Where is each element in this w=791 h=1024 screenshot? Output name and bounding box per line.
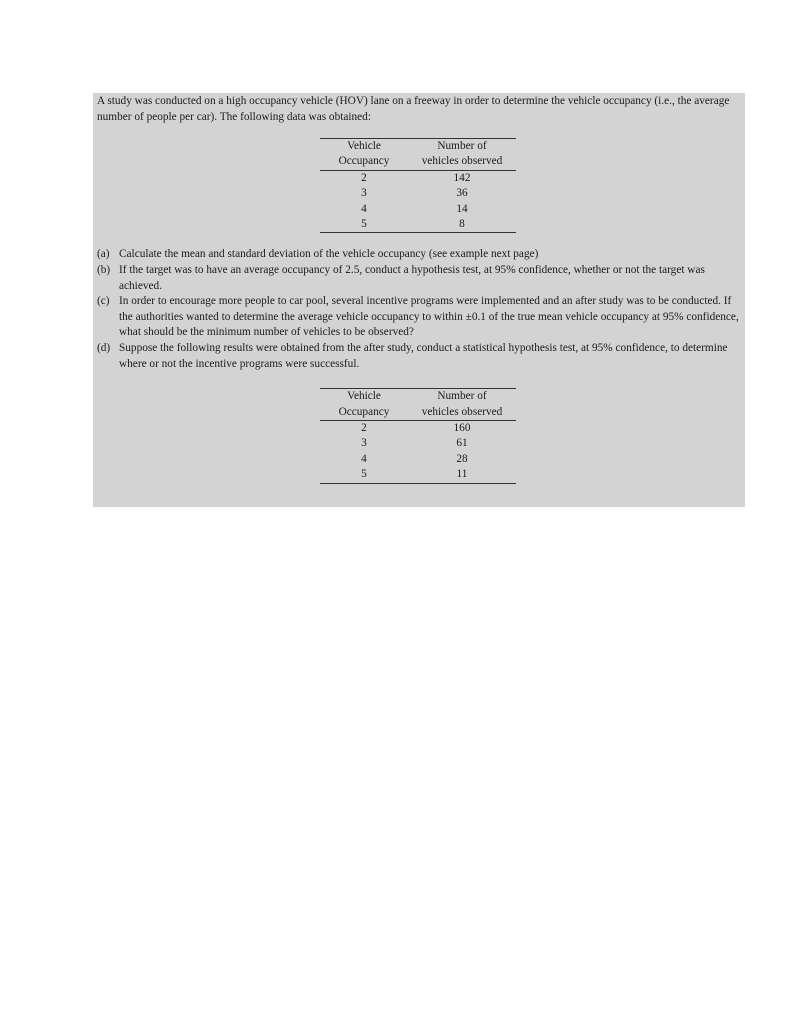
question-label: (c) bbox=[97, 295, 110, 308]
table-row bbox=[320, 452, 516, 467]
problem-intro: A study was conducted on a high occupancy vehicle (HOV) lane on a freeway in order to determine the vehicle occupancy (i.e., the average number of people per car). The following data was obtained: bbox=[97, 95, 730, 123]
table-row bbox=[320, 186, 516, 201]
occupancy-cell: 4 bbox=[361, 452, 367, 465]
question-item bbox=[97, 341, 739, 372]
question-label: (a) bbox=[97, 248, 110, 261]
question-label: (b) bbox=[97, 264, 111, 277]
table-row bbox=[320, 202, 516, 217]
question-list bbox=[97, 247, 739, 372]
column-header: vehicles observed bbox=[408, 154, 516, 170]
occupancy-cell: 2 bbox=[361, 171, 367, 184]
question-text: Calculate the mean and standard deviation of the vehicle occupancy (see example next page) bbox=[119, 248, 539, 261]
count-cell: 36 bbox=[456, 187, 468, 200]
count-cell: 160 bbox=[453, 422, 471, 434]
before-study-table bbox=[320, 138, 516, 233]
question-text: Suppose the following results were obtained from the after study, conduct a statistical hypothesis test, at 95% confidence, to determine where or not the incentive programs were successful. bbox=[119, 342, 728, 370]
column-header: Number of bbox=[437, 140, 487, 152]
occupancy-cell: 4 bbox=[361, 202, 367, 215]
count-cell: 8 bbox=[459, 218, 465, 231]
column-header: Vehicle bbox=[347, 140, 381, 152]
occupancy-cell: 2 bbox=[361, 422, 367, 434]
column-header: Occupancy bbox=[320, 405, 408, 421]
table-row bbox=[320, 467, 516, 483]
count-cell: 61 bbox=[456, 437, 468, 450]
count-cell: 11 bbox=[456, 468, 468, 481]
count-cell: 142 bbox=[453, 171, 471, 184]
occupancy-cell: 3 bbox=[361, 187, 367, 200]
question-text: In order to encourage more people to car pool, several incentive programs were implemented and an after study was to be conducted. If the authorities wanted to determine the average vehicle occupancy to within ±0.1 of the true mean vehicle occupancy at 95% confidence, what should be the minimum number of vehicles to be observed? bbox=[119, 295, 739, 339]
table-row bbox=[320, 170, 516, 186]
column-header: Vehicle bbox=[347, 390, 381, 403]
question-item bbox=[97, 247, 739, 263]
problem-panel bbox=[93, 93, 745, 507]
table-row bbox=[320, 217, 516, 233]
count-cell: 28 bbox=[456, 452, 468, 465]
count-cell: 14 bbox=[456, 202, 468, 215]
after-study-table bbox=[320, 388, 516, 483]
question-item bbox=[97, 263, 739, 294]
occupancy-cell: 5 bbox=[361, 468, 367, 481]
column-header: vehicles observed bbox=[408, 405, 516, 421]
table-row bbox=[320, 436, 516, 451]
question-item bbox=[97, 294, 739, 341]
column-header: Number of bbox=[437, 390, 487, 403]
column-header: Occupancy bbox=[320, 154, 408, 170]
occupancy-cell: 5 bbox=[361, 218, 367, 231]
occupancy-cell: 3 bbox=[361, 437, 367, 450]
table-row bbox=[320, 421, 516, 437]
question-label: (d) bbox=[97, 342, 111, 354]
question-text: If the target was to have an average occupancy of 2.5, conduct a hypothesis test, at 95% confidence, whether or not the target was achieved. bbox=[119, 264, 705, 292]
